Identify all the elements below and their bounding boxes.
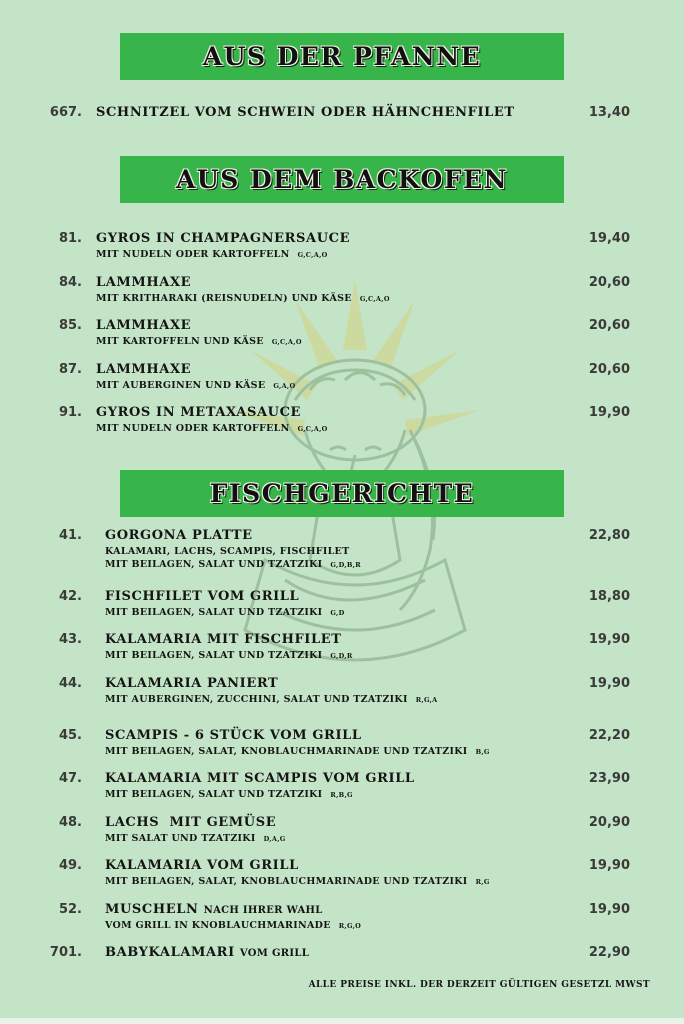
item-number: 701. xyxy=(49,945,82,960)
item-price: 19,90 xyxy=(588,858,630,873)
item-number: 84. xyxy=(58,275,82,290)
allergen-codes: G,C,A,O xyxy=(297,425,328,433)
item-description: MIT AUBERGINEN, ZUCCHINI, SALAT UND TZATZIKI R,G,A xyxy=(105,694,438,705)
allergen-codes: G,A,O xyxy=(273,382,296,390)
item-price: 20,90 xyxy=(588,815,630,830)
allergen-codes: G,C,A,O xyxy=(271,338,302,346)
allergen-codes: D,A,G xyxy=(263,835,286,843)
item-name: KALAMARIA MIT FISCHFILET xyxy=(105,632,342,647)
item-description: MIT BEILAGEN, SALAT UND TZATZIKI R,B,G xyxy=(105,789,353,800)
item-name: FISCHFILET VOM GRILL xyxy=(105,589,300,604)
item-name: LAMMHAXE xyxy=(96,275,192,290)
item-number: 43. xyxy=(58,632,82,647)
item-name-suffix: NACH IHRER WAHL xyxy=(203,905,323,916)
item-price: 19,90 xyxy=(588,405,630,420)
item-number: 45. xyxy=(58,728,82,743)
item-number: 49. xyxy=(58,858,82,873)
item-name: SCHNITZEL VOM SCHWEIN ODER HÄHNCHENFILET xyxy=(96,105,515,120)
allergen-codes: G,C,A,O xyxy=(297,251,328,259)
item-description: MIT BEILAGEN, SALAT UND TZATZIKI G,D,B,R xyxy=(105,559,361,570)
allergen-codes: R,G,A xyxy=(415,696,438,704)
item-description: MIT NUDELN ODER KARTOFFELN G,C,A,O xyxy=(96,423,328,434)
item-name: MUSCHELN NACH IHRER WAHL xyxy=(105,902,323,917)
section-banner-backofen xyxy=(120,156,564,203)
allergen-codes: B,G xyxy=(475,748,490,756)
item-number: 42. xyxy=(58,589,82,604)
item-number: 85. xyxy=(58,318,82,333)
allergen-codes: R,B,G xyxy=(330,791,353,799)
section-title: AUS DEM BACKOFEN xyxy=(176,165,508,194)
allergen-codes: G,D xyxy=(330,609,345,617)
item-name: LAMMHAXE xyxy=(96,318,192,333)
item-price: 20,60 xyxy=(588,318,630,333)
allergen-codes: R,G,O xyxy=(338,922,362,930)
item-description: MIT BEILAGEN, SALAT, KNOBLAUCHMARINADE UND TZATZIKI R,G xyxy=(105,876,490,887)
item-number: 87. xyxy=(58,362,82,377)
item-name: KALAMARIA PANIERT xyxy=(105,676,279,691)
item-name: GYROS IN METAXASAUCE xyxy=(96,405,302,420)
item-name: KALAMARIA MIT SCAMPIS VOM GRILL xyxy=(105,771,415,786)
item-name: BABYKALAMARI VOM GRILL xyxy=(105,945,310,960)
section-title: FISCHGERICHTE xyxy=(209,479,475,508)
item-number: 52. xyxy=(58,902,82,917)
item-name: SCAMPIS - 6 STÜCK VOM GRILL xyxy=(105,728,362,743)
item-price: 22,90 xyxy=(588,945,630,960)
item-number: 44. xyxy=(58,676,82,691)
item-price: 20,60 xyxy=(588,275,630,290)
section-banner-pfanne xyxy=(120,33,564,80)
item-description: KALAMARI, LACHS, SCAMPIS, FISCHFILET xyxy=(105,546,350,557)
item-description: MIT KARTOFFELN UND KÄSE G,C,A,O xyxy=(96,336,302,347)
allergen-codes: G,D,R xyxy=(330,652,353,660)
item-description: MIT NUDELN ODER KARTOFFELN G,C,A,O xyxy=(96,249,328,260)
item-description: MIT SALAT UND TZATZIKI D,A,G xyxy=(105,833,286,844)
allergen-codes: G,C,A,O xyxy=(359,295,390,303)
item-description: MIT AUBERGINEN UND KÄSE G,A,O xyxy=(96,380,296,391)
section-title: AUS DER PFANNE xyxy=(202,42,482,71)
bottom-divider xyxy=(0,1018,684,1024)
item-description: MIT BEILAGEN, SALAT, KNOBLAUCHMARINADE UND TZATZIKI B,G xyxy=(105,746,490,757)
item-name: KALAMARIA VOM GRILL xyxy=(105,858,299,873)
item-price: 19,90 xyxy=(588,902,630,917)
item-description: MIT KRITHARAKI (REISNUDELN) UND KÄSE G,C,A,O xyxy=(96,293,390,304)
item-price: 19,90 xyxy=(588,632,630,647)
allergen-codes: R,G xyxy=(475,878,490,886)
item-name: GYROS IN CHAMPAGNERSAUCE xyxy=(96,231,351,246)
item-name-suffix: VOM GRILL xyxy=(239,948,310,959)
item-name: LACHS MIT GEMÜSE xyxy=(105,815,277,830)
section-banner-fischgerichte xyxy=(120,470,564,517)
item-price: 19,90 xyxy=(588,676,630,691)
item-number: 48. xyxy=(58,815,82,830)
item-price: 22,20 xyxy=(588,728,630,743)
item-number: 47. xyxy=(58,771,82,786)
item-description: MIT BEILAGEN, SALAT UND TZATZIKI G,D,R xyxy=(105,650,353,661)
item-price: 23,90 xyxy=(588,771,630,786)
price-footnote: ALLE PREISE INKL. DER DERZEIT GÜLTIGEN GESETZL MWST xyxy=(308,980,650,990)
item-price: 13,40 xyxy=(588,105,630,120)
item-number: 81. xyxy=(58,231,82,246)
item-name: LAMMHAXE xyxy=(96,362,192,377)
item-price: 20,60 xyxy=(588,362,630,377)
item-number: 667. xyxy=(49,105,82,120)
item-price: 19,40 xyxy=(588,231,630,246)
item-number: 41. xyxy=(58,528,82,543)
item-description: VOM GRILL IN KNOBLAUCHMARINADE R,G,O xyxy=(105,920,362,931)
item-number: 91. xyxy=(58,405,82,420)
item-description: MIT BEILAGEN, SALAT UND TZATZIKI G,D xyxy=(105,607,345,618)
item-price: 22,80 xyxy=(588,528,630,543)
item-name: GORGONA PLATTE xyxy=(105,528,253,543)
item-price: 18,80 xyxy=(588,589,630,604)
allergen-codes: G,D,B,R xyxy=(330,561,361,569)
